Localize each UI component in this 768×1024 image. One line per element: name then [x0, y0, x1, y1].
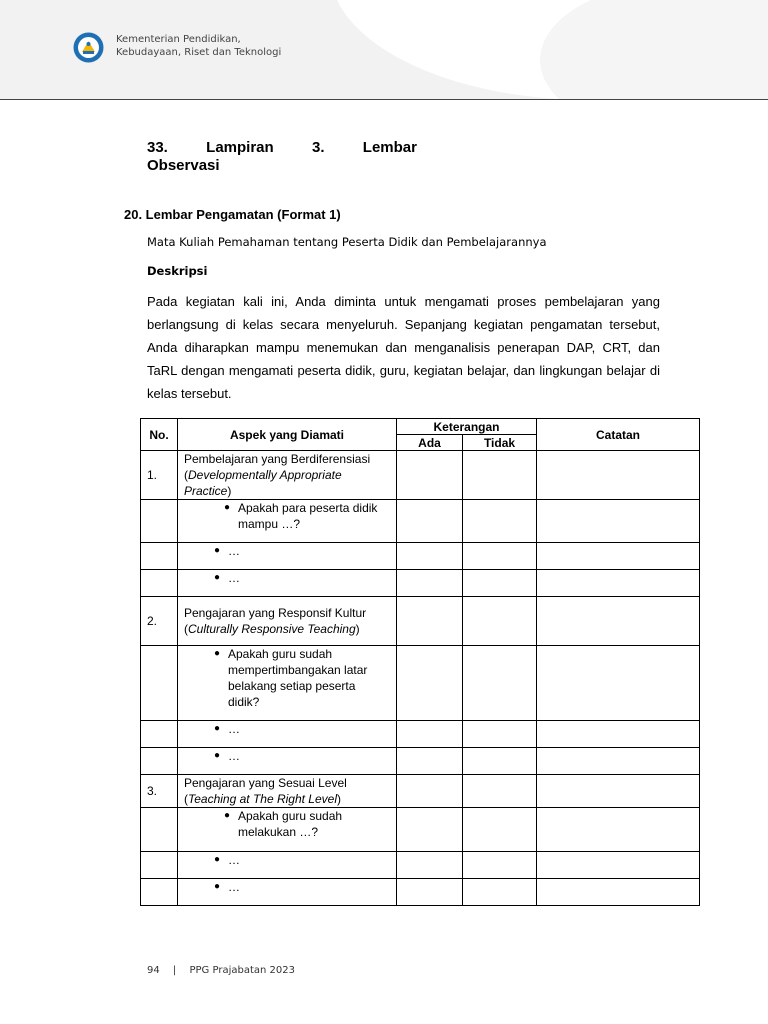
- aspect-bullet-cell: [178, 808, 397, 852]
- ada-cell: [397, 451, 463, 500]
- row-number: 2.: [141, 597, 178, 646]
- ada-cell: [397, 646, 463, 721]
- tidak-cell: [463, 748, 537, 775]
- aspect-title: [184, 605, 390, 637]
- catatan-cell: [537, 721, 700, 748]
- catatan-cell: [537, 597, 700, 646]
- section-heading: 20. Lembar Pengamatan (Format 1): [124, 207, 341, 222]
- aspect-bullet-text: Apakah para peserta didik mampu …?: [238, 501, 378, 531]
- aspect-title-end: ): [227, 484, 232, 498]
- catatan-cell: [537, 808, 700, 852]
- ada-cell: [397, 879, 463, 906]
- tidak-cell: [463, 852, 537, 879]
- catatan-cell: [537, 748, 700, 775]
- aspect-bullet-cell: [178, 646, 397, 721]
- row-number: [141, 879, 178, 906]
- page-title: [147, 139, 417, 175]
- aspect-bullet-cell: [178, 500, 397, 543]
- aspect-bullet: [214, 879, 390, 895]
- ada-cell: [397, 570, 463, 597]
- aspect-title-text: Pembelajaran yang Berdiferensiasi (: [184, 452, 371, 482]
- bullet-icon: ●: [224, 502, 231, 513]
- aspect-bullet: [224, 500, 390, 532]
- table-row: [141, 879, 700, 906]
- aspect-title-end: ): [355, 622, 360, 636]
- row-number: [141, 570, 178, 597]
- bullet-icon: ●: [214, 750, 221, 761]
- header-catatan: Catatan: [537, 419, 700, 451]
- aspect-title-italic: Teaching at The Right Level: [188, 792, 337, 806]
- row-number: [141, 808, 178, 852]
- catatan-cell: [537, 852, 700, 879]
- description-label: Deskripsi: [147, 264, 208, 278]
- table-row: [141, 775, 700, 808]
- ministry-name-line2: Kebudayaan, Riset dan Teknologi: [116, 47, 282, 58]
- bullet-icon: ●: [214, 545, 221, 556]
- aspect-bullet: [214, 852, 390, 868]
- aspect-title-cell: [178, 597, 397, 646]
- row-number: [141, 646, 178, 721]
- tidak-cell: [463, 879, 537, 906]
- aspect-bullet: [214, 543, 390, 559]
- catatan-cell: [537, 500, 700, 543]
- aspect-title-text: Pengajaran yang Responsif Kultur (: [184, 606, 367, 636]
- row-number: [141, 852, 178, 879]
- bullet-icon: ●: [214, 572, 221, 583]
- ada-cell: [397, 500, 463, 543]
- ada-cell: [397, 775, 463, 808]
- header-ada: Ada: [397, 435, 463, 451]
- bullet-icon: ●: [214, 854, 221, 865]
- course-name: Mata Kuliah Pemahaman tentang Peserta Didik dan Pembelajarannya: [147, 235, 547, 249]
- catatan-cell: [537, 543, 700, 570]
- aspect-bullet-text: …: [228, 880, 240, 894]
- aspect-bullet-text: Apakah guru sudah melakukan …?: [238, 809, 343, 839]
- aspect-bullet-text: …: [228, 571, 240, 585]
- table-row: [141, 748, 700, 775]
- ada-cell: [397, 543, 463, 570]
- bullet-icon: ●: [224, 810, 231, 821]
- row-number: 3.: [141, 775, 178, 808]
- table-row: [141, 852, 700, 879]
- ministry-name: [116, 33, 281, 59]
- tidak-cell: [463, 543, 537, 570]
- ada-cell: [397, 808, 463, 852]
- page-footer: [147, 965, 295, 976]
- page-title-line1: 33. Lampiran 3. Lembar: [147, 139, 417, 156]
- catatan-cell: [537, 775, 700, 808]
- aspect-title: [184, 775, 390, 807]
- tidak-cell: [463, 570, 537, 597]
- tidak-cell: [463, 808, 537, 852]
- aspect-title: [184, 451, 390, 499]
- footer-text: PPG Prajabatan 2023: [189, 965, 295, 976]
- table-row: [141, 597, 700, 646]
- aspect-title-italic: Developmentally Appropriate Practice: [184, 468, 342, 498]
- aspect-title-text: Pengajaran yang Sesuai Level (: [184, 776, 347, 806]
- page-header: [0, 0, 768, 100]
- ada-cell: [397, 597, 463, 646]
- row-number: 1.: [141, 451, 178, 500]
- aspect-bullet-text: …: [228, 749, 240, 763]
- aspect-bullet-cell: [178, 721, 397, 748]
- header-tidak: Tidak: [463, 435, 537, 451]
- table-row: [141, 543, 700, 570]
- aspect-bullet-cell: [178, 748, 397, 775]
- aspect-bullet-text: …: [228, 544, 240, 558]
- aspect-bullet: [224, 808, 390, 840]
- ada-cell: [397, 852, 463, 879]
- tidak-cell: [463, 646, 537, 721]
- header-keterangan: Keterangan: [397, 419, 537, 435]
- header-aspect: Aspek yang Diamati: [178, 419, 397, 451]
- aspect-bullet-text: …: [228, 722, 240, 736]
- aspect-bullet: [214, 646, 390, 710]
- catatan-cell: [537, 570, 700, 597]
- aspect-bullet-cell: [178, 879, 397, 906]
- tidak-cell: [463, 451, 537, 500]
- observation-table: [140, 418, 700, 906]
- aspect-bullet: [214, 748, 390, 764]
- page-title-line2: Observasi: [147, 157, 220, 174]
- tidak-cell: [463, 500, 537, 543]
- table-row: [141, 570, 700, 597]
- ministry-name-line1: Kementerian Pendidikan,: [116, 34, 241, 45]
- table-row: [141, 721, 700, 748]
- bullet-icon: ●: [214, 881, 221, 892]
- catatan-cell: [537, 646, 700, 721]
- table-row: [141, 808, 700, 852]
- row-number: [141, 721, 178, 748]
- table-row: [141, 451, 700, 500]
- aspect-title-end: ): [337, 792, 341, 806]
- catatan-cell: [537, 879, 700, 906]
- ada-cell: [397, 721, 463, 748]
- tidak-cell: [463, 775, 537, 808]
- tidak-cell: [463, 721, 537, 748]
- bullet-icon: ●: [214, 723, 221, 734]
- aspect-title-cell: [178, 775, 397, 808]
- aspect-bullet-cell: [178, 852, 397, 879]
- aspect-bullet-cell: [178, 543, 397, 570]
- bullet-icon: ●: [214, 648, 221, 659]
- row-number: [141, 748, 178, 775]
- aspect-bullet-text: …: [228, 853, 240, 867]
- aspect-bullet-cell: [178, 570, 397, 597]
- header-no: No.: [141, 419, 178, 451]
- aspect-title-italic: Culturally Responsive Teaching: [188, 622, 356, 636]
- table-row: [141, 646, 700, 721]
- aspect-bullet: [214, 570, 390, 586]
- row-number: [141, 500, 178, 543]
- aspect-bullet-text: Apakah guru sudah mempertimbangakan latar belakang setiap peserta didik?: [228, 647, 368, 709]
- aspect-title-cell: [178, 451, 397, 500]
- ada-cell: [397, 748, 463, 775]
- catatan-cell: [537, 451, 700, 500]
- tidak-cell: [463, 597, 537, 646]
- table-row: [141, 500, 700, 543]
- tut-wuri-handayani-logo-icon: [73, 32, 104, 63]
- footer-separator: |: [172, 965, 177, 976]
- page-number: 94: [147, 965, 160, 976]
- description-paragraph: Pada kegiatan kali ini, Anda diminta untuk mengamati proses pembelajaran yang berlangsung di kelas secara menyeluruh. Sepanjang kegiatan pengamatan tersebut, Anda diharapkan mampu menemukan dan menganalisis penerapan DAP, CRT, dan TaRL dengan mengamati peserta didik, guru, kegiatan belajar, dan lingkungan belajar di kelas tersebut.: [147, 294, 660, 401]
- row-number: [141, 543, 178, 570]
- aspect-bullet: [214, 721, 390, 737]
- header-decoration: [540, 0, 768, 100]
